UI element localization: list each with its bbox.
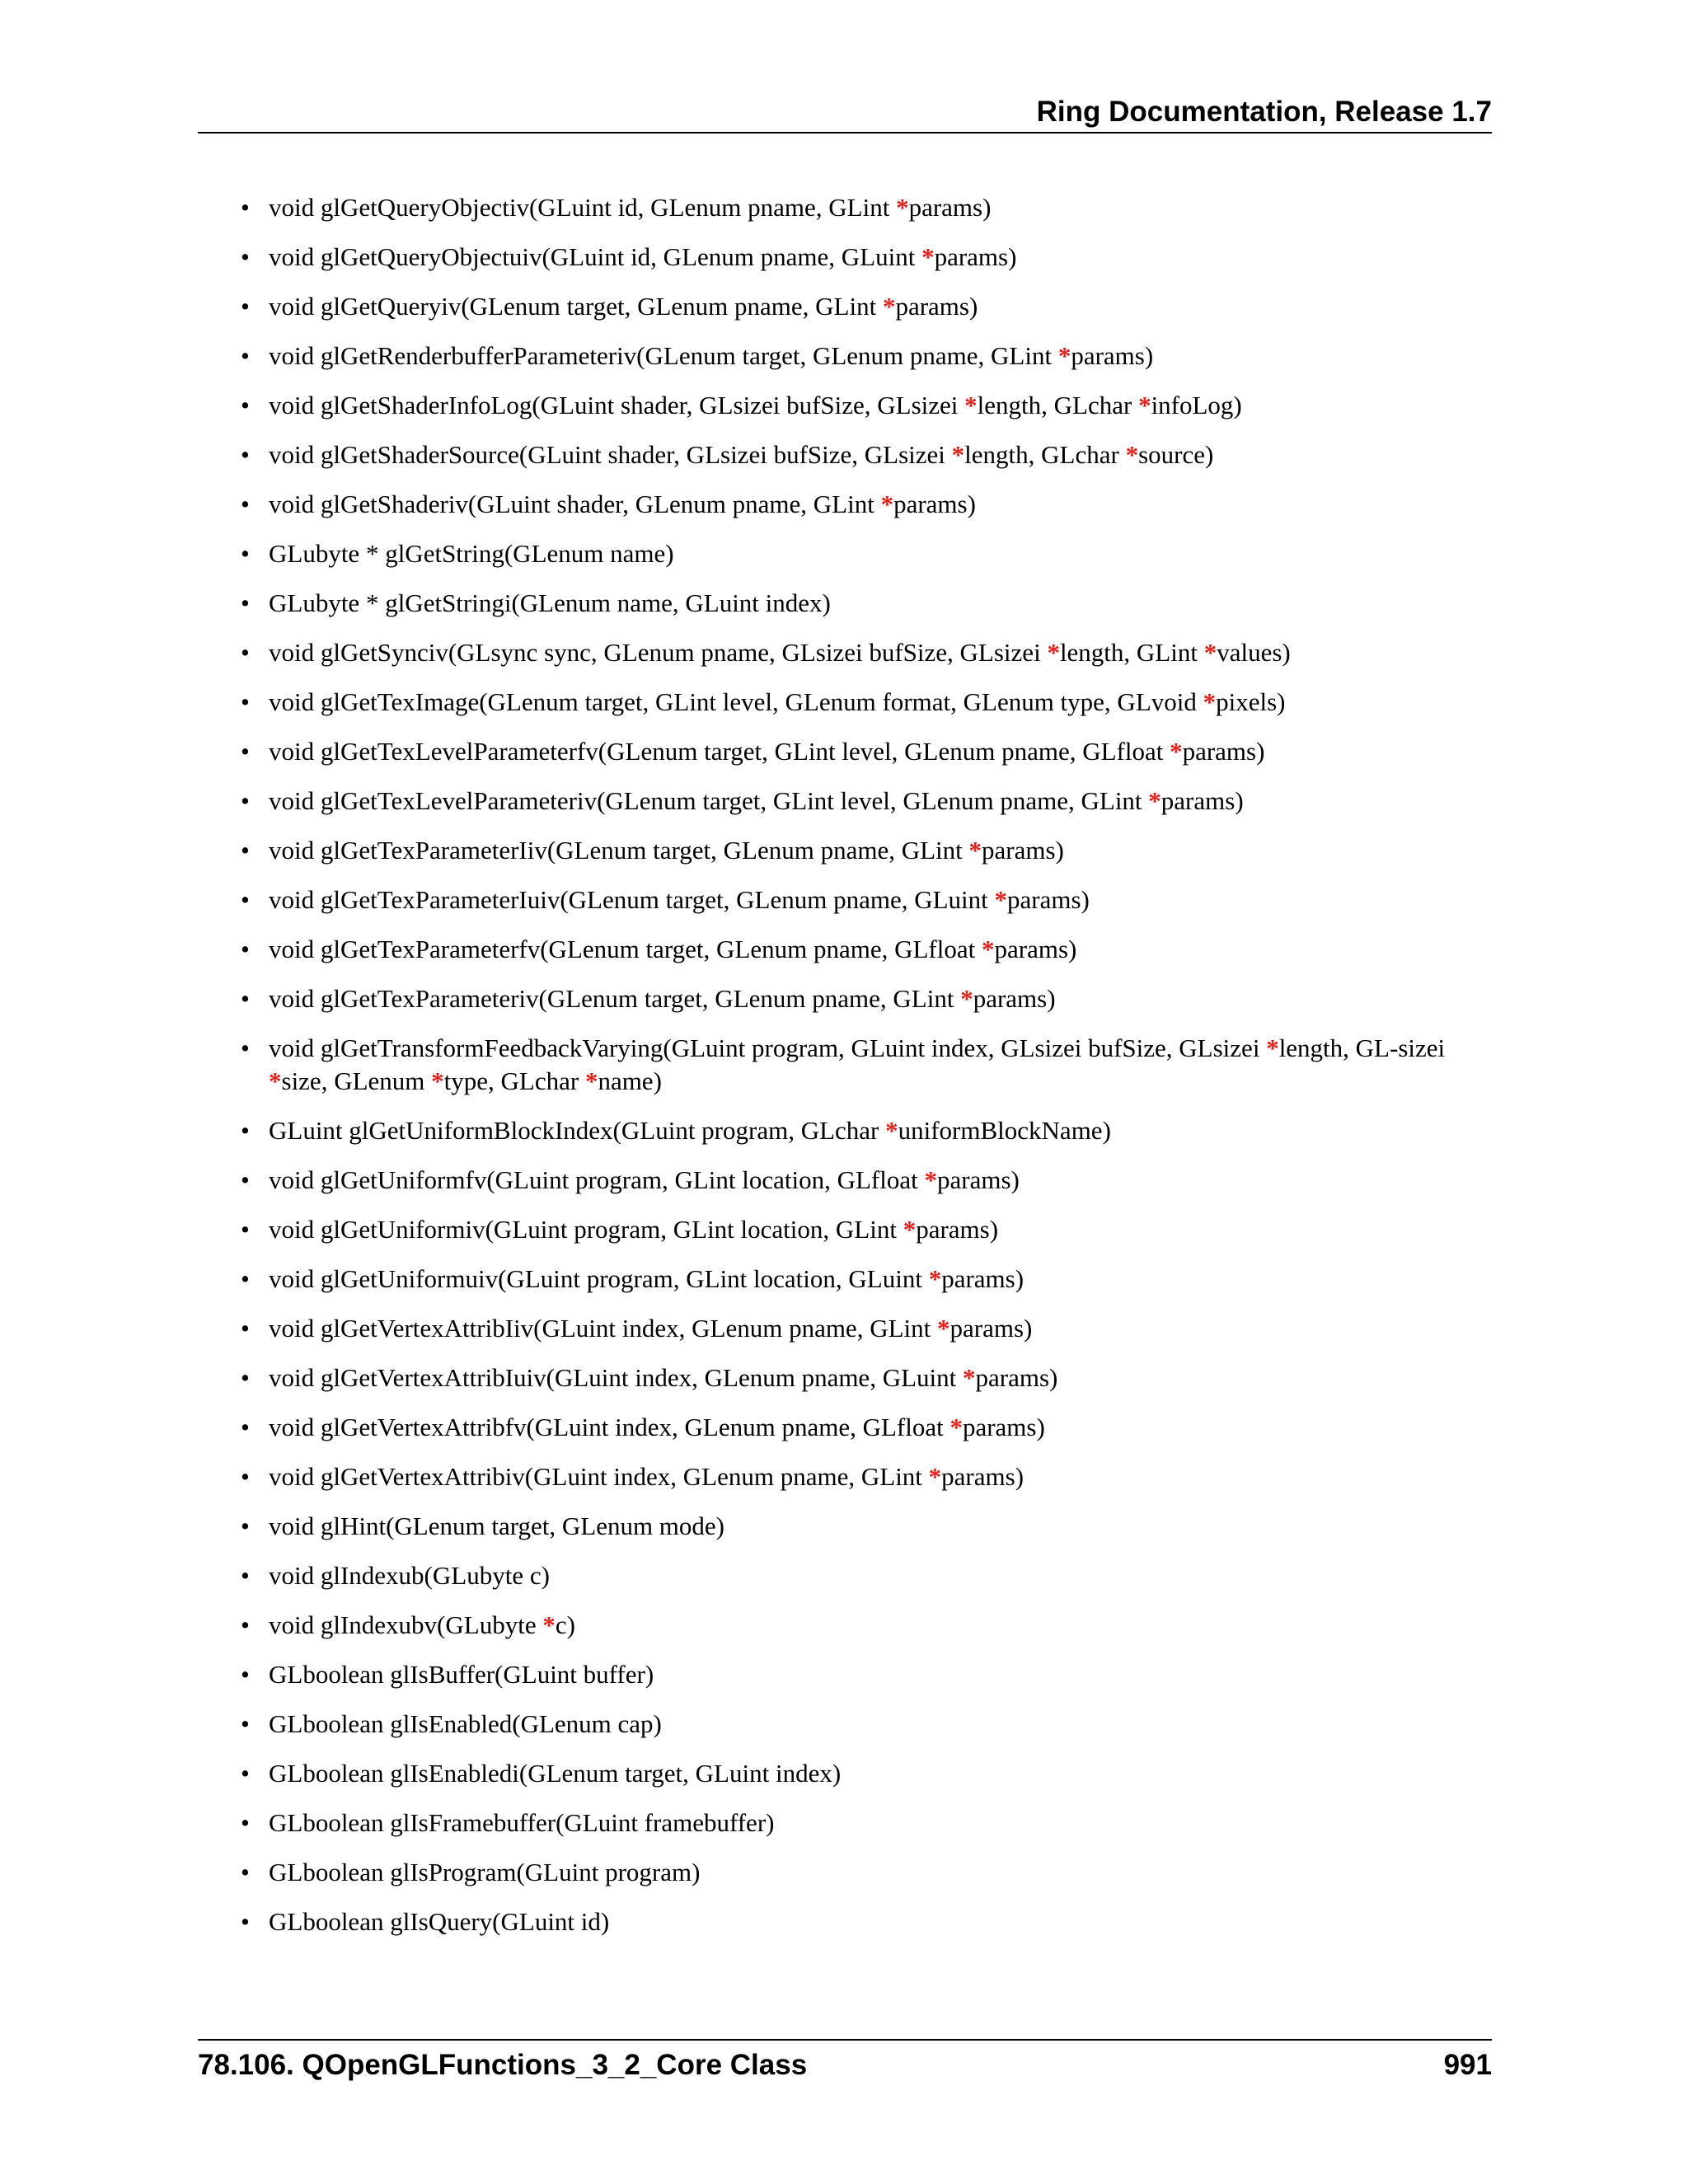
signature-text: void glGetTexParameteriv(GLenum target, GLenum pname, GLint bbox=[269, 984, 961, 1013]
signature-text: params) bbox=[937, 1165, 1020, 1194]
pointer-star: * bbox=[968, 836, 982, 865]
function-signature-item bbox=[227, 1032, 1492, 1098]
pointer-star: * bbox=[1148, 786, 1161, 815]
function-signature-item bbox=[227, 290, 1492, 323]
bullet-icon: • bbox=[241, 1314, 250, 1343]
bullet-icon: • bbox=[241, 1033, 250, 1062]
signature-text: void glGetVertexAttribfv(GLuint index, GLenum pname, GLfloat bbox=[269, 1413, 950, 1441]
pointer-star: * bbox=[1170, 737, 1183, 766]
pointer-star: * bbox=[431, 1066, 444, 1095]
signature-text: length, GL-sizei bbox=[1278, 1033, 1446, 1062]
signature-text: GLubyte * glGetStringi(GLenum name, GLuint index) bbox=[269, 588, 831, 617]
bullet-icon: • bbox=[241, 440, 250, 469]
function-signature-item bbox=[227, 241, 1492, 274]
pointer-star: * bbox=[1047, 638, 1060, 667]
signature-text: void glGetSynciv(GLsync sync, GLenum pname, GLsizei bufSize, GLsizei bbox=[269, 638, 1048, 667]
function-signature-item bbox=[227, 537, 1492, 570]
bullet-icon: • bbox=[241, 193, 250, 222]
signature-text: GLboolean glIsEnabled(GLenum cap) bbox=[269, 1709, 662, 1738]
signature-text: params) bbox=[1160, 786, 1244, 815]
bullet-icon: • bbox=[241, 539, 250, 568]
bullet-icon: • bbox=[241, 638, 250, 667]
bullet-icon: • bbox=[241, 885, 250, 914]
signature-text: params) bbox=[893, 490, 976, 518]
signature-text: params) bbox=[962, 1413, 1045, 1441]
signature-text: void glGetVertexAttribiv(GLuint index, GLenum pname, GLint bbox=[269, 1462, 929, 1491]
pointer-star: * bbox=[928, 1264, 942, 1293]
signature-text: params) bbox=[916, 1215, 999, 1244]
signature-text: params) bbox=[1182, 737, 1265, 766]
bullet-icon: • bbox=[241, 1165, 250, 1194]
footer-divider bbox=[198, 2039, 1492, 2041]
function-signature-item bbox=[227, 1757, 1492, 1790]
page-number: 991 bbox=[1443, 2049, 1492, 2081]
function-signature-item bbox=[227, 587, 1492, 620]
function-signature-item bbox=[227, 883, 1492, 916]
signature-text: length, GLchar bbox=[964, 440, 1126, 469]
function-signature-item bbox=[227, 191, 1492, 224]
function-signature-item bbox=[227, 982, 1492, 1015]
signature-text: void glGetVertexAttribIiv(GLuint index, GLenum pname, GLint bbox=[269, 1314, 937, 1343]
signature-text: params) bbox=[908, 193, 992, 222]
function-signature-item bbox=[227, 438, 1492, 471]
function-signature-item bbox=[227, 1559, 1492, 1592]
pointer-star: * bbox=[937, 1314, 950, 1343]
signature-text: GLboolean glIsBuffer(GLuint buffer) bbox=[269, 1660, 654, 1689]
function-signature-item bbox=[227, 1708, 1492, 1741]
signature-text: void glGetTexParameterIiv(GLenum target, GLenum pname, GLint bbox=[269, 836, 969, 865]
bullet-icon: • bbox=[241, 292, 250, 321]
bullet-icon: • bbox=[241, 1660, 250, 1689]
signature-text: void glHint(GLenum target, GLenum mode) bbox=[269, 1511, 725, 1540]
bullet-icon: • bbox=[241, 1511, 250, 1540]
signature-text: GLboolean glIsQuery(GLuint id) bbox=[269, 1907, 610, 1936]
pointer-star: * bbox=[951, 440, 965, 469]
signature-text: void glGetTexLevelParameterfv(GLenum target, GLint level, GLenum pname, GLfloat bbox=[269, 737, 1170, 766]
bullet-icon: • bbox=[241, 786, 250, 815]
pointer-star: * bbox=[1266, 1033, 1279, 1062]
pointer-star: * bbox=[1203, 687, 1217, 716]
pointer-star: * bbox=[885, 1116, 898, 1145]
signature-text: void glGetUniformfv(GLuint program, GLint location, GLfloat bbox=[269, 1165, 925, 1194]
signature-text: void glGetTransformFeedbackVarying(GLuint program, GLuint index, GLsizei bufSize, GLsizei bbox=[269, 1033, 1267, 1062]
bullet-icon: • bbox=[241, 836, 250, 865]
pointer-star: * bbox=[1057, 341, 1071, 370]
signature-text: params) bbox=[1071, 341, 1154, 370]
function-signature-item bbox=[227, 389, 1492, 422]
pointer-star: * bbox=[950, 1413, 963, 1441]
signature-text: c) bbox=[555, 1610, 575, 1639]
pointer-star: * bbox=[960, 984, 973, 1013]
bullet-icon: • bbox=[241, 490, 250, 518]
signature-text: void glGetShaderiv(GLuint shader, GLenum pname, GLint bbox=[269, 490, 881, 518]
pointer-star: * bbox=[1138, 391, 1151, 419]
signature-text: void glGetShaderSource(GLuint shader, GLsizei bufSize, GLsizei bbox=[269, 440, 952, 469]
bullet-icon: • bbox=[241, 1709, 250, 1738]
function-signature-item bbox=[227, 1361, 1492, 1394]
signature-text: params) bbox=[1007, 885, 1090, 914]
signature-text: GLubyte * glGetString(GLenum name) bbox=[269, 539, 674, 568]
function-signature-item bbox=[227, 834, 1492, 867]
bullet-icon: • bbox=[241, 984, 250, 1013]
header-divider bbox=[198, 132, 1492, 134]
function-signature-item bbox=[227, 1658, 1492, 1691]
function-signature-item bbox=[227, 1411, 1492, 1444]
bullet-icon: • bbox=[241, 1858, 250, 1886]
signature-text: params) bbox=[975, 1363, 1058, 1392]
signature-text: void glGetQueryObjectiv(GLuint id, GLenum pname, GLint bbox=[269, 193, 897, 222]
function-signature-item bbox=[227, 1263, 1492, 1296]
signature-text: pixels) bbox=[1216, 687, 1286, 716]
function-signature-item bbox=[227, 1856, 1492, 1889]
function-signature-item bbox=[227, 1114, 1492, 1147]
signature-text: params) bbox=[950, 1314, 1033, 1343]
signature-text: size, GLenum bbox=[281, 1066, 432, 1095]
signature-text: params) bbox=[934, 242, 1017, 271]
bullet-icon: • bbox=[241, 1610, 250, 1639]
bullet-icon: • bbox=[241, 391, 250, 419]
bullet-icon: • bbox=[241, 1462, 250, 1491]
signature-text: infoLog) bbox=[1151, 391, 1242, 419]
pointer-star: * bbox=[981, 935, 995, 963]
signature-text: params) bbox=[994, 935, 1077, 963]
bullet-icon: • bbox=[241, 687, 250, 716]
function-signature-item bbox=[227, 636, 1492, 669]
function-signature-item bbox=[227, 933, 1492, 966]
function-signature-item bbox=[227, 686, 1492, 719]
signature-text: source) bbox=[1138, 440, 1214, 469]
signature-text: GLuint glGetUniformBlockIndex(GLuint program, GLchar bbox=[269, 1116, 886, 1145]
pointer-star: * bbox=[880, 490, 894, 518]
bullet-icon: • bbox=[241, 1561, 250, 1590]
signature-text: void glGetTexParameterIuiv(GLenum target, GLenum pname, GLuint bbox=[269, 885, 995, 914]
function-signature-list bbox=[227, 191, 1492, 1955]
signature-text: void glGetQueryiv(GLenum target, GLenum pname, GLint bbox=[269, 292, 883, 321]
pointer-star: * bbox=[964, 391, 978, 419]
function-signature-item bbox=[227, 1213, 1492, 1246]
signature-text: void glGetTexImage(GLenum target, GLint level, GLenum format, GLenum type, GLvoid bbox=[269, 687, 1203, 716]
pointer-star: * bbox=[1125, 440, 1139, 469]
signature-text: params) bbox=[973, 984, 1056, 1013]
signature-text: void glGetQueryObjectuiv(GLuint id, GLenum pname, GLuint bbox=[269, 242, 922, 271]
signature-text: void glGetTexParameterfv(GLenum target, GLenum pname, GLfloat bbox=[269, 935, 982, 963]
signature-text: params) bbox=[941, 1264, 1025, 1293]
pointer-star: * bbox=[882, 292, 896, 321]
pointer-star: * bbox=[1203, 638, 1217, 667]
footer-section-title: 78.106. QOpenGLFunctions_3_2_Core Class bbox=[198, 2049, 808, 2081]
bullet-icon: • bbox=[241, 1413, 250, 1441]
signature-text: params) bbox=[941, 1462, 1025, 1491]
signature-text: void glIndexubv(GLubyte bbox=[269, 1610, 543, 1639]
function-signature-item bbox=[227, 1609, 1492, 1642]
signature-text: void glGetVertexAttribIuiv(GLuint index, GLenum pname, GLuint bbox=[269, 1363, 963, 1392]
bullet-icon: • bbox=[241, 1264, 250, 1293]
pointer-star: * bbox=[928, 1462, 942, 1491]
bullet-icon: • bbox=[241, 1116, 250, 1145]
signature-text: params) bbox=[982, 836, 1064, 865]
signature-text: uniformBlockName) bbox=[898, 1116, 1111, 1145]
function-signature-item bbox=[227, 1510, 1492, 1543]
pointer-star: * bbox=[896, 193, 909, 222]
function-signature-item bbox=[227, 1164, 1492, 1197]
signature-text: length, GLint bbox=[1059, 638, 1204, 667]
bullet-icon: • bbox=[241, 1808, 250, 1837]
bullet-icon: • bbox=[241, 737, 250, 766]
signature-text: GLboolean glIsProgram(GLuint program) bbox=[269, 1858, 701, 1886]
signature-text: void glGetRenderbufferParameteriv(GLenum target, GLenum pname, GLint bbox=[269, 341, 1058, 370]
signature-text: void glGetUniformiv(GLuint program, GLint location, GLint bbox=[269, 1215, 903, 1244]
signature-text: params) bbox=[895, 292, 978, 321]
pointer-star: * bbox=[269, 1066, 282, 1095]
signature-text: void glGetShaderInfoLog(GLuint shader, GLsizei bufSize, GLsizei bbox=[269, 391, 965, 419]
pointer-star: * bbox=[924, 1165, 937, 1194]
signature-text: name) bbox=[598, 1066, 662, 1095]
signature-text: length, GLchar bbox=[977, 391, 1139, 419]
pointer-star: * bbox=[903, 1215, 917, 1244]
bullet-icon: • bbox=[241, 341, 250, 370]
signature-text: GLboolean glIsEnabledi(GLenum target, GLuint index) bbox=[269, 1759, 842, 1788]
bullet-icon: • bbox=[241, 242, 250, 271]
running-header: Ring Documentation, Release 1.7 bbox=[1036, 96, 1492, 128]
pointer-star: * bbox=[963, 1363, 976, 1392]
pointer-star: * bbox=[921, 242, 935, 271]
function-signature-item bbox=[227, 1312, 1492, 1345]
function-signature-item bbox=[227, 735, 1492, 768]
signature-text: type, GLchar bbox=[443, 1066, 585, 1095]
pointer-star: * bbox=[542, 1610, 556, 1639]
function-signature-item bbox=[227, 1807, 1492, 1840]
bullet-icon: • bbox=[241, 1907, 250, 1936]
bullet-icon: • bbox=[241, 1363, 250, 1392]
signature-text: void glGetUniformuiv(GLuint program, GLint location, GLuint bbox=[269, 1264, 929, 1293]
function-signature-item bbox=[227, 1460, 1492, 1493]
signature-text: void glGetTexLevelParameteriv(GLenum target, GLint level, GLenum pname, GLint bbox=[269, 786, 1149, 815]
signature-text: GLboolean glIsFramebuffer(GLuint framebuffer) bbox=[269, 1808, 775, 1837]
bullet-icon: • bbox=[241, 588, 250, 617]
bullet-icon: • bbox=[241, 1215, 250, 1244]
pointer-star: * bbox=[994, 885, 1008, 914]
bullet-icon: • bbox=[241, 935, 250, 963]
signature-text: values) bbox=[1217, 638, 1291, 667]
function-signature-item bbox=[227, 785, 1492, 818]
signature-text: void glIndexub(GLubyte c) bbox=[269, 1561, 550, 1590]
function-signature-item bbox=[227, 1905, 1492, 1938]
pointer-star: * bbox=[584, 1066, 598, 1095]
bullet-icon: • bbox=[241, 1759, 250, 1788]
function-signature-item bbox=[227, 488, 1492, 521]
function-signature-item bbox=[227, 340, 1492, 373]
